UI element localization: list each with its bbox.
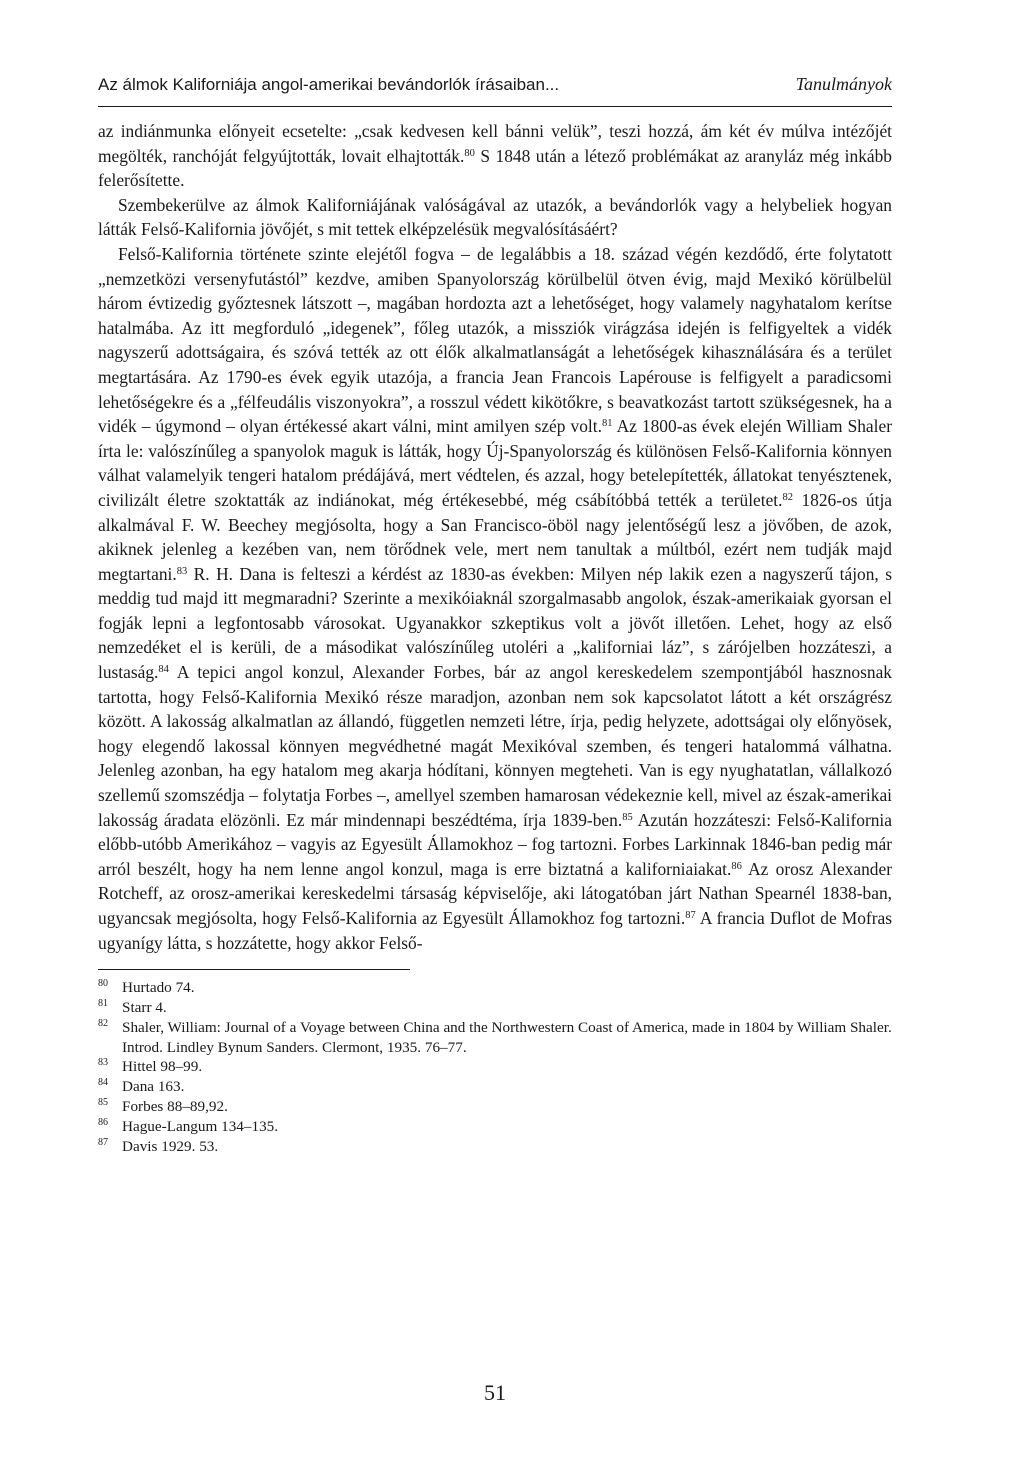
footnote-text: Shaler, William: Journal of a Voyage between China and the Northwestern Coast of America, made in 1804 by William Shaler. Introd. Lindley Bynum Sanders. Clermont, 1935. 76–77. [122, 1018, 892, 1056]
footnote [98, 978, 892, 998]
footnote-text: Davis 1929. 53. [122, 1137, 219, 1155]
footnote-reference: 87 [685, 910, 696, 921]
footnote-number: 83 [98, 1057, 108, 1069]
body-text [98, 119, 892, 955]
footnote [98, 1057, 892, 1077]
footnote-reference: 83 [176, 565, 188, 577]
text-segment: R. H. Dana is felteszi a kérdést az 1830-as években: Milyen nép lakik ezen a nagyszerű tájon, s meddig tud majd itt megmaradni? Szerinte a mexikóiaknál szorgalmasabb angolok, észak-amerikaiak gyorsan el fogják lepni a legfontosabb városokat. Ugyanakkor szkeptikus volt a jövőt illetően. Lehet, hogy az első nemzedéket el is kerüli, de a másodikat valószínűleg utoléri a „kaliforniai láz”, s zárójelben hozzáteszi, a lustaság. [98, 563, 892, 683]
footnote-text: Dana 163. [122, 1078, 185, 1096]
footnote-reference: 80 [464, 147, 475, 159]
paragraph [98, 193, 892, 242]
paragraph [98, 119, 892, 193]
footnote-text: Starr 4. [122, 998, 167, 1016]
paragraph [98, 242, 892, 955]
page-number: 51 [484, 1380, 506, 1405]
footnote [98, 998, 892, 1018]
text-segment: az indiánmunka előnyeit ecsetelte: „csak kedvesen kell bánni velük”, teszi hozzá, ám két év múlva intézőjét megölték, ranchóját felgyújtották, lovait elhajtották. [98, 121, 892, 166]
footnote-reference: 86 [731, 860, 742, 872]
footnote-reference: 84 [158, 664, 169, 676]
footnote-number: 85 [98, 1096, 108, 1108]
text-segment: Felső-Kalifornia története szinte elejétől fogva – de legalábbis a 18. század végén kezdődő, érte folytatott „nemzetközi versenyfutástól” kezdve, amiben Spanyolország körülbelül ötven évig, majd Mexikó körülbelül három évtizedig győztesnek látszott –, magában hordozta azt a lehetőséget, hogy valamely nagyhatalom kerítse hatalmába. Az itt megforduló „idegenek”, főleg utazók, a missziók virágzása idején is felfigyeltek a vidék nagyszerű adottságaira, és szóvá tették az ott élők alkalmatlanságát a lehetőségek kihasználására és a terület megtartására. Az 1790-es évek egyik utazója, a francia Jean Francois Lapérouse is felfigyelt a paradicsomi lehetőségekre és a „félfeudális viszonyokra”, a rosszul védett kikötőkre, s beavatkozást tartott szükségesnek, ha a vidék – úgymond – olyan értékessé akart válni, mint amilyen szép volt. [98, 243, 892, 437]
text-segment: S 1848 után a létező problémákat az aranyláz még inkább felerősítette. [98, 145, 893, 191]
footnote-number: 80 [98, 978, 108, 990]
footnote-number: 84 [98, 1077, 108, 1089]
footnote-reference: 85 [622, 811, 633, 823]
text-segment: Az orosz Alexander Rotcheff, az orosz-amerikai kereskedelmi társaság képviselője, aki látogatóban járt Nathan Spearnél 1838-ban, ugyancsak megjósolta, hogy Felső-Kalifornia az Egyesült Államokhoz fog tartozni. [98, 858, 892, 928]
text-segment: Azután hozzáteszi: Felső-Kalifornia előbb-utóbb Amerikához – vagyis az Egyesült Államokhoz – fog tartozni. Forbes Larkinnak 1846-ban pedig már arról beszélt, hogy ha nem lenne angol konzul, maga is erre biztatná a kaliforniaiakat. [98, 809, 892, 879]
footnote [98, 1117, 892, 1137]
document-page [98, 62, 892, 1432]
footnote [98, 1137, 892, 1157]
footnote-number: 86 [98, 1116, 108, 1128]
footnote [98, 1018, 892, 1058]
footnotes [98, 978, 892, 1156]
footnote-separator [98, 969, 410, 970]
footnote-number: 82 [98, 1017, 108, 1029]
footnote-reference: 81 [601, 418, 613, 430]
running-head-section: Tanulmányok [795, 74, 892, 94]
text-segment: A francia Duflot de Mofras ugyanígy látta, s hozzátette, hogy akkor Felső- [98, 908, 892, 953]
text-segment: 1826-os útja alkalmával F. W. Beechey megjósolta, hogy a San Francisco-öböl nagy jelentőségű lesz a jövőben, de azok, akiknek jelenleg a kezében van, nem törődnek vele, mert nem tanultak a múltból, ezért nem tudják majd megtartani. [98, 489, 893, 584]
footnote-text: Forbes 88–89,92. [122, 1097, 228, 1115]
footnote-text: Hurtado 74. [122, 979, 195, 997]
footnote-reference: 82 [782, 491, 793, 503]
text-segment: Szembekerülve az álmok Kaliforniájának valóságával az utazók, a bevándorlók vagy a helybeliek hogyan látták Felső-Kalifornia jövőjét, s mit tettek elképzelésük megvalósításáért? [98, 194, 892, 240]
text-segment: A tepici angol konzul, Alexander Forbes, bár az angol kereskedelem szempontjából hasznosnak tartotta, hogy Felső-Kalifornia Mexikó része maradjon, azonban nem sok kapcsolatot látott a két országrész között. A lakosság alkalmatlan az állandó, független nemzeti létre, írja, pedig helyzete, adottságai oly előnyösek, hogy elegendő lakossal könnyen megvédhetné magát Mexikóval szemben, és tengeri hatalommá válhatna. Jelenleg azonban, ha egy hatalom meg akarja hódítani, könnyen megteheti. Van is egy nyughatatlan, vállalkozó szellemű szomszédja – folytatja Forbes –, amellyel szemben hamarosan védekeznie kell, mivel az észak-amerikai lakosság áradata elözönli. Ez már mindennapi beszédtéma, írja 1839-ben. [98, 662, 892, 830]
running-head [98, 62, 892, 107]
footnote-text: Hittel 98–99. [122, 1058, 203, 1076]
footnote [98, 1077, 892, 1097]
footnote [98, 1097, 892, 1117]
footnote-number: 81 [98, 997, 108, 1009]
footnote-number: 87 [98, 1136, 108, 1148]
running-head-title: Az álmok Kaliforniája angol-amerikai bevándorlók írásaiban... [98, 75, 560, 94]
text-segment: Az 1800-as évek elején William Shaler írta le: valószínűleg a spanyolok maguk is látták, hogy Új-Spanyolország és különösen Felső-Kalifornia könnyen válhat valamelyik tengeri hatalom prédájává, mert védtelen, és azzal, hogy betelepítették, állatokat tenyésztenek, civilizált életre szoktatták az indiánokat, még értékesebbé, még csábítóbbá tették a területet. [98, 416, 892, 510]
footnote-text: Hague-Langum 134–135. [122, 1117, 279, 1135]
